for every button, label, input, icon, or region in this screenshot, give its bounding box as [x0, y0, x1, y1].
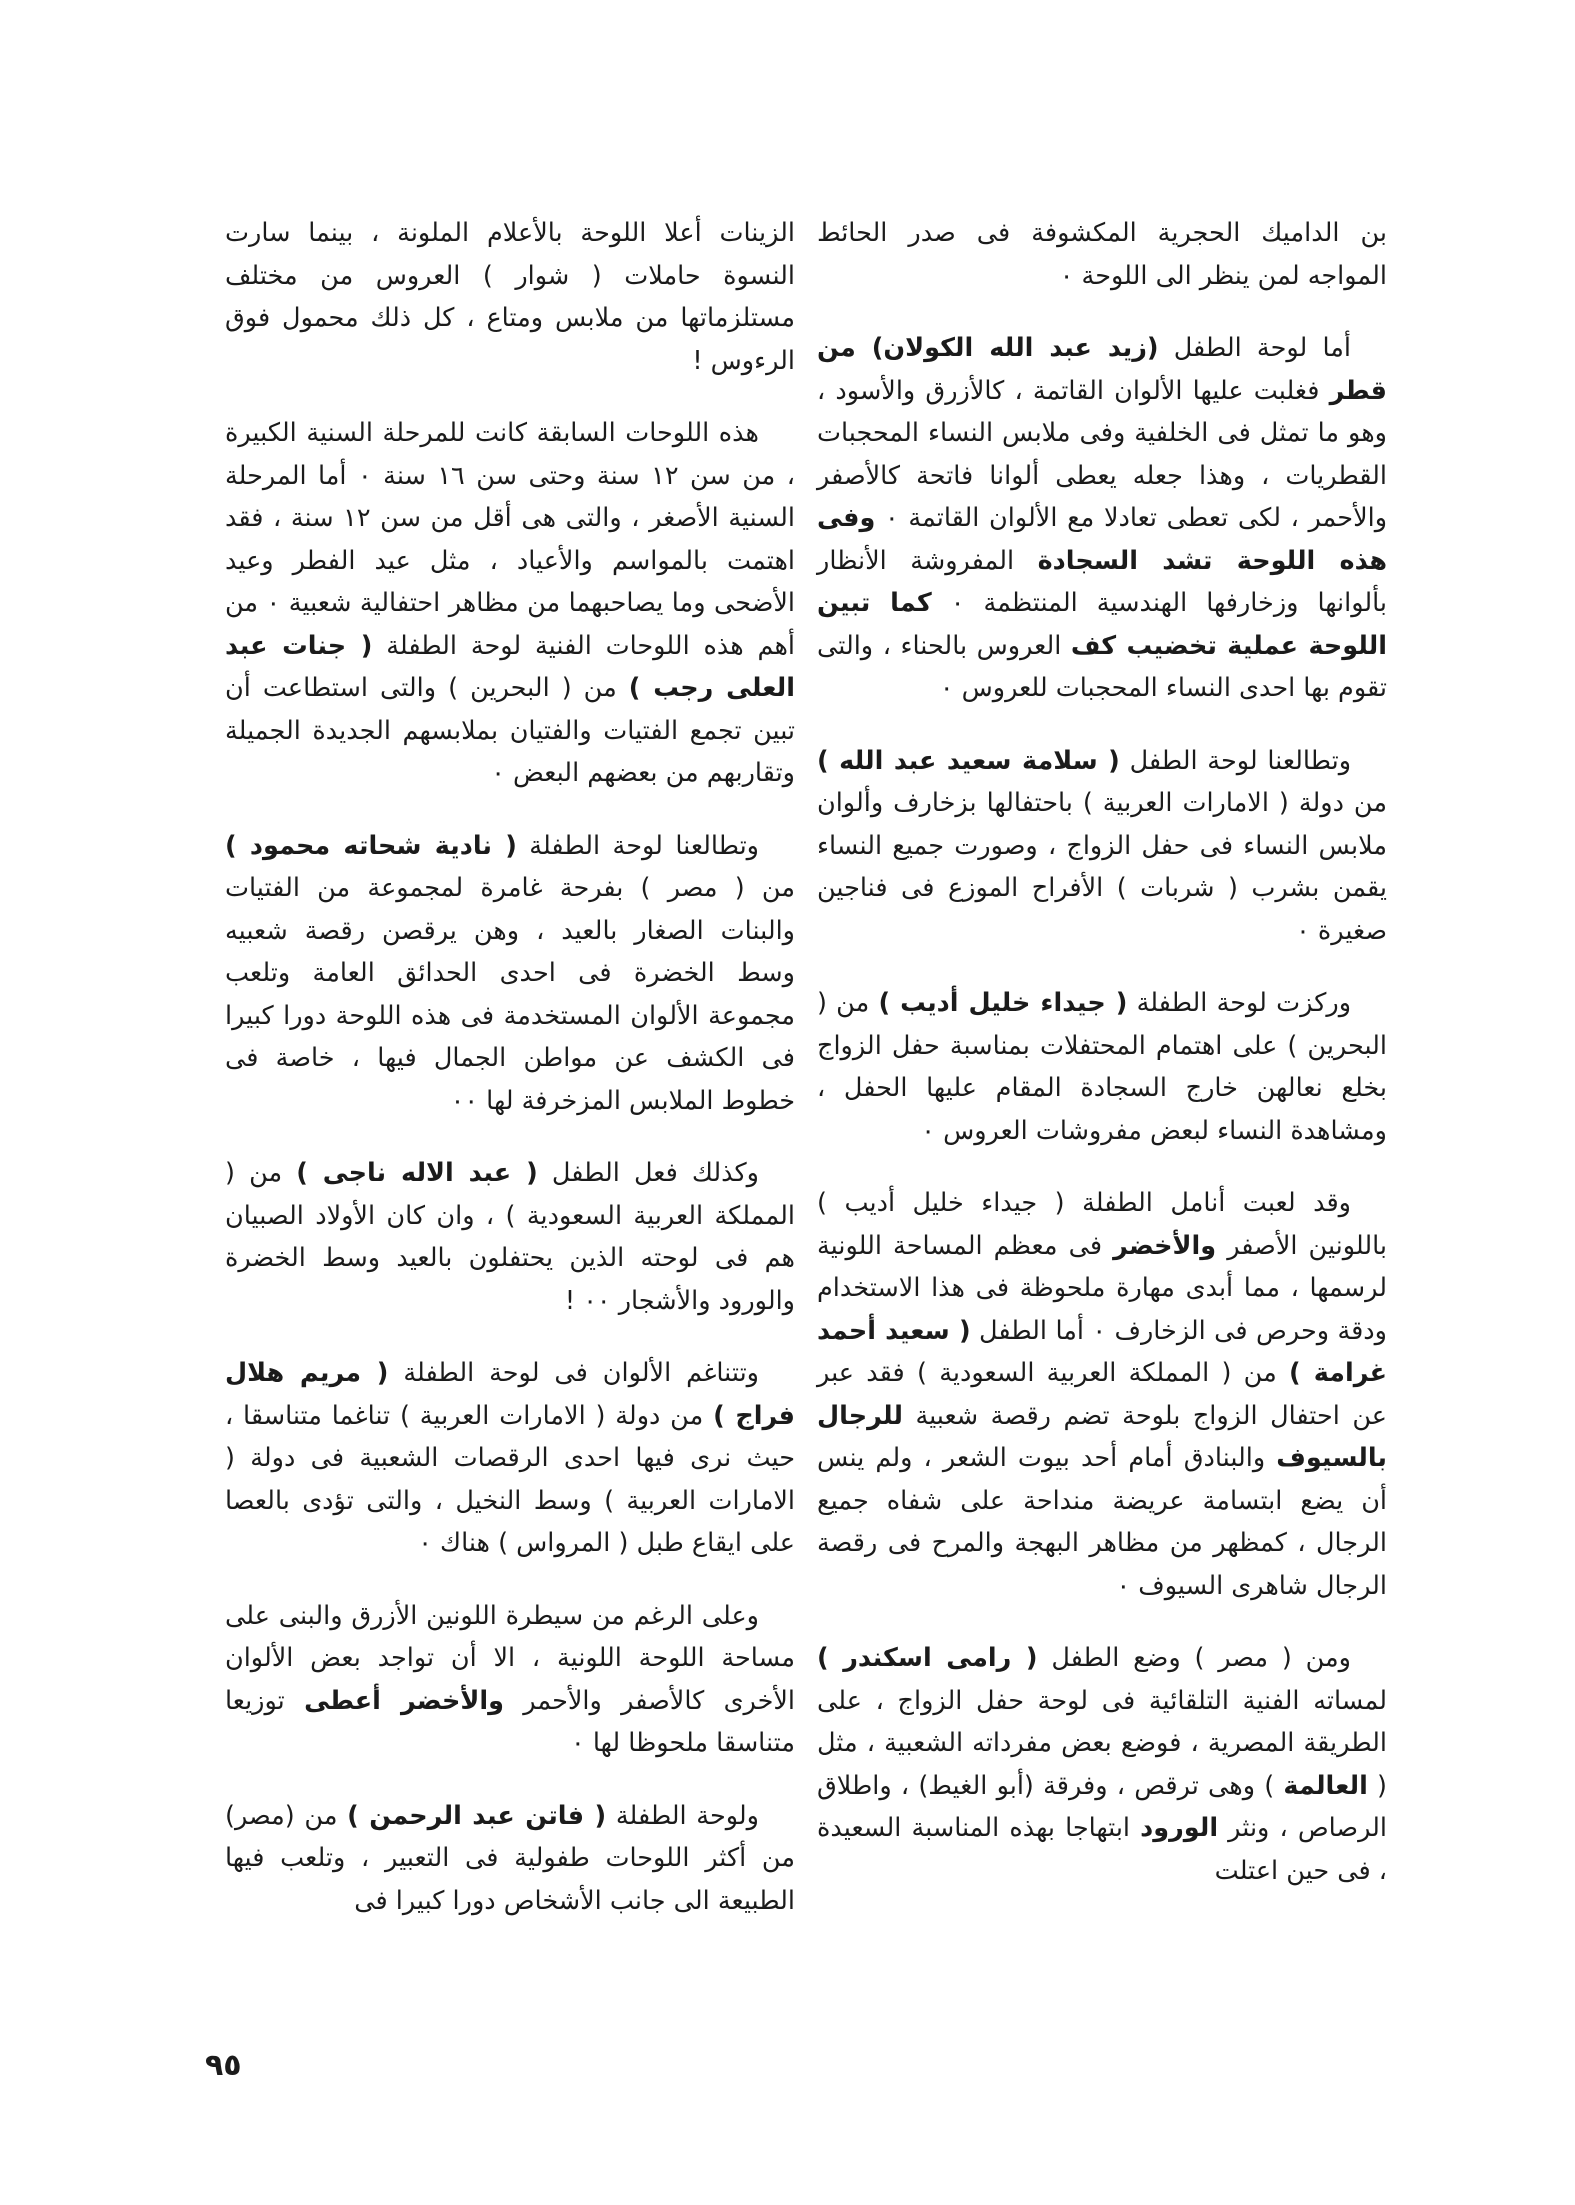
paragraph-text: فى معظم المساحة اللونية لرسمها ، مما أبدى مهارة ملحوظة فى هذا الاستخدام ودقة وحرص فى الزخارف ٠ أما الطفل — [817, 1230, 1387, 1346]
paragraph-text: ومن ( مصر ) وضع الطفل — [1037, 1643, 1351, 1673]
paragraph-text: وكذلك فعل الطفل — [537, 1158, 759, 1188]
paragraph-text: هذه اللوحات السابقة كانت للمرحلة السنية الكبيرة ، من سن ١٢ سنة وحتى سن ١٦ سنة ٠ أما المرحلة السنية الأصغر ، والتى هى أقل من سن ١٢ سنة ، فقد اهتمت بالمواسم والأعياد ، مثل عيد الفطر وعيد الأضحى وما يصاحبهما من مظاهر احتفالية شعبية ٠ من أهم هذه اللوحات الفنية لوحة الطفلة — [225, 418, 795, 661]
emphasized-text: ( رامى اسكندر ) — [817, 1643, 1038, 1673]
left-column-paragraph — [225, 1152, 795, 1322]
paragraph-text: لمساته الفنية التلقائية فى لوحة حفل الزواج ، على الطريقة المصرية ، فوضع بعض مفرداته الشعبية ، مثل ( — [817, 1685, 1387, 1801]
emphasized-text: (زيد عبد الله الكولان) من قطر — [817, 333, 1387, 406]
paragraph-text: من دولة ( الامارات العربية ) باحتفالها بزخارف وألوان ملابس النساء فى حفل الزواج ، وصورت جميع النساء يقمن بشرب ( شربات ) الأفراح الموزع فى فناجين صغيرة ٠ — [817, 788, 1387, 946]
paragraph-text: من ( المملكة العربية السعودية ) ، وان كان الأولاد الصبيان هم فى لوحته الذين يحتفلون بالعيد وسط الخضرة والورود والأشجار ٠٠ ! — [225, 1158, 795, 1316]
emphasized-text: ( نادية شحاته محمود ) — [225, 830, 517, 861]
left-column — [225, 212, 795, 1952]
emphasized-text: ( جيداء خليل أديب ) — [878, 988, 1128, 1018]
paragraph-text: توزيعا متناسقا ملحوظا لها ٠ — [225, 1685, 795, 1758]
right-column-paragraph — [817, 982, 1387, 1152]
right-column-paragraph — [817, 1637, 1387, 1892]
paragraph-text: بن الداميك الحجرية المكشوفة فى صدر الحائط المواجه لمن ينظر الى اللوحة ٠ — [817, 218, 1387, 291]
right-column-paragraph — [817, 212, 1387, 297]
paragraph-text: وقد لعبت أنامل الطفلة ( جيداء خليل أديب ) باللونين الأصفر — [817, 1188, 1387, 1261]
paragraph-text: من ( المملكة العربية السعودية ) فقد عبر عن احتفال الزواج بلوحة تضم رقصة شعبية — [817, 1358, 1387, 1431]
page-number: ٩٥ — [205, 2048, 242, 2083]
paragraph-text: ولوحة الطفلة — [606, 1800, 759, 1831]
paragraph-text: من ( البحرين ) والتى استطاعت أن تبين تجمع الفتيات والفتيان بملابسهم الجديدة الجميلة وتقاربهم من بعضهم البعض ٠ — [225, 673, 795, 788]
emphasized-text: الورود — [1140, 1813, 1219, 1843]
left-column-paragraph — [225, 212, 795, 382]
emphasized-text: ( فاتن عبد الرحمن ) — [347, 1800, 607, 1831]
paragraph-text: أما لوحة الطفل — [1158, 333, 1351, 363]
paragraph-text: العروس بالحناء ، والتى تقوم بها احدى النساء المحجبات للعروس ٠ — [817, 630, 1387, 703]
paragraph-text: ) وهى ترقص ، وفرقة (أبو الغيط) ، واطلاق الرصاص ، ونثر — [817, 1770, 1387, 1843]
emphasized-text: والأخضر أعطى — [304, 1685, 504, 1716]
emphasized-text: ( عبد الاله ناجى ) — [296, 1158, 538, 1188]
paragraph-text: وتتناغم الألوان فى لوحة الطفلة — [388, 1358, 759, 1388]
emphasized-text: ( سعيد أحمد غرامة ) — [817, 1315, 1387, 1388]
paragraph-text: الزينات أعلا اللوحة بالأعلام الملونة ، بينما سارت النسوة حاملات ( شوار ) العروس من مختلف مستلزماتها من ملابس ومتاع ، كل ذلك محمول فوق الرءوس ! — [225, 218, 795, 376]
paragraph-text: وتطالعنا لوحة الطفلة — [516, 830, 759, 861]
paragraph-text: من ( البحرين ) على اهتمام المحتفلات بمناسبة حفل الزواج بخلع نعالهن خارج السجادة المقام عليها الحفل ، ومشاهدة النساء لبعض مفروشات العروس ٠ — [817, 988, 1387, 1146]
emphasized-text: للرجال بالسيوف — [817, 1400, 1387, 1473]
emphasized-text: ( جنات عبد العلى رجب ) — [225, 630, 795, 703]
left-column-paragraph — [225, 412, 795, 795]
left-column-paragraph — [225, 825, 795, 1123]
emphasized-text: وفى هذه اللوحة تشد السجادة — [817, 503, 1387, 576]
paragraph-text: من دولة ( الامارات العربية ) تناغما متناسقا ، حيث نرى فيها احدى الرقصات الشعبية فى دولة ( الامارات العربية ) وسط النخيل ، والتى تؤدى بالعصا على ايقاع طبل ( المرواس ) هناك ٠ — [225, 1400, 795, 1558]
emphasized-text: والأخضر — [1113, 1230, 1217, 1261]
left-column-paragraph — [225, 1595, 795, 1765]
paragraph-text: وعلى الرغم من سيطرة اللونين الأزرق والبنى على مساحة اللوحة اللونية ، الا أن تواجد بعض الألوان الأخرى كالأصفر والأحمر — [225, 1600, 795, 1716]
paragraph-text: المفروشة الأنظار بألوانها وزخارفها الهندسية المنتظمة ٠ — [817, 545, 1387, 618]
right-column — [817, 212, 1387, 1922]
paragraph-text: من (مصر) من أكثر اللوحات طفولية فى التعبير ، وتلعب فيها الطبيعة الى جانب الأشخاص دورا كبيرا فى — [225, 1800, 795, 1916]
emphasized-text: ( سلامة سعيد عبد الله ) — [817, 745, 1120, 776]
right-column-paragraph — [817, 327, 1387, 710]
paragraph-text: من ( مصر ) بفرحة غامرة لمجموعة من الفتيات والبنات الصغار بالعيد ، وهن يرقصن رقصة شعبيه وسط الخضرة فى احدى الحدائق العامة وتلعب مجموعة الألوان المستخدمة فى هذه اللوحة دورا كبيرا فى الكشف عن مواطن الجمال فيها ، خاصة فى خطوط الملابس المزخرفة لها ٠٠ — [225, 873, 795, 1116]
paragraph-text: وركزت لوحة الطفلة — [1127, 988, 1352, 1018]
right-column-paragraph — [817, 740, 1387, 953]
paragraph-text: والبنادق أمام أحد بيوت الشعر ، ولم ينس أن يضع ابتسامة عريضة منداحة على شفاه جميع الرجال ، كمظهر من مظاهر البهجة والمرح فى رقصة الرجال شاهرى السيوف ٠ — [817, 1443, 1387, 1601]
paragraph-text: وتطالعنا لوحة الطفل — [1119, 745, 1352, 776]
paragraph-text: فغلبت عليها الألوان القاتمة ، كالأزرق والأسود ، وهو ما تمثل فى الخلفية وفى ملابس النساء المحجبات القطريات ، وهذا جعله يعطى ألوانا فاتحة كالأصفر والأحمر ، لكى تعطى تعادلا مع الألوان القاتمة ٠ — [817, 375, 1388, 533]
left-column-paragraph — [225, 1795, 795, 1923]
emphasized-text: كما تبين اللوحة عملية تخضيب كف — [817, 588, 1387, 661]
left-column-paragraph — [225, 1352, 795, 1565]
emphasized-text: ( مريم هلال فراج ) — [225, 1358, 795, 1431]
right-column-paragraph — [817, 1182, 1387, 1607]
emphasized-text: العالمة — [1283, 1770, 1368, 1801]
paragraph-text: ابتهاجا بهذه المناسبة السعيدة ، فى حين اعتلت — [817, 1813, 1387, 1886]
